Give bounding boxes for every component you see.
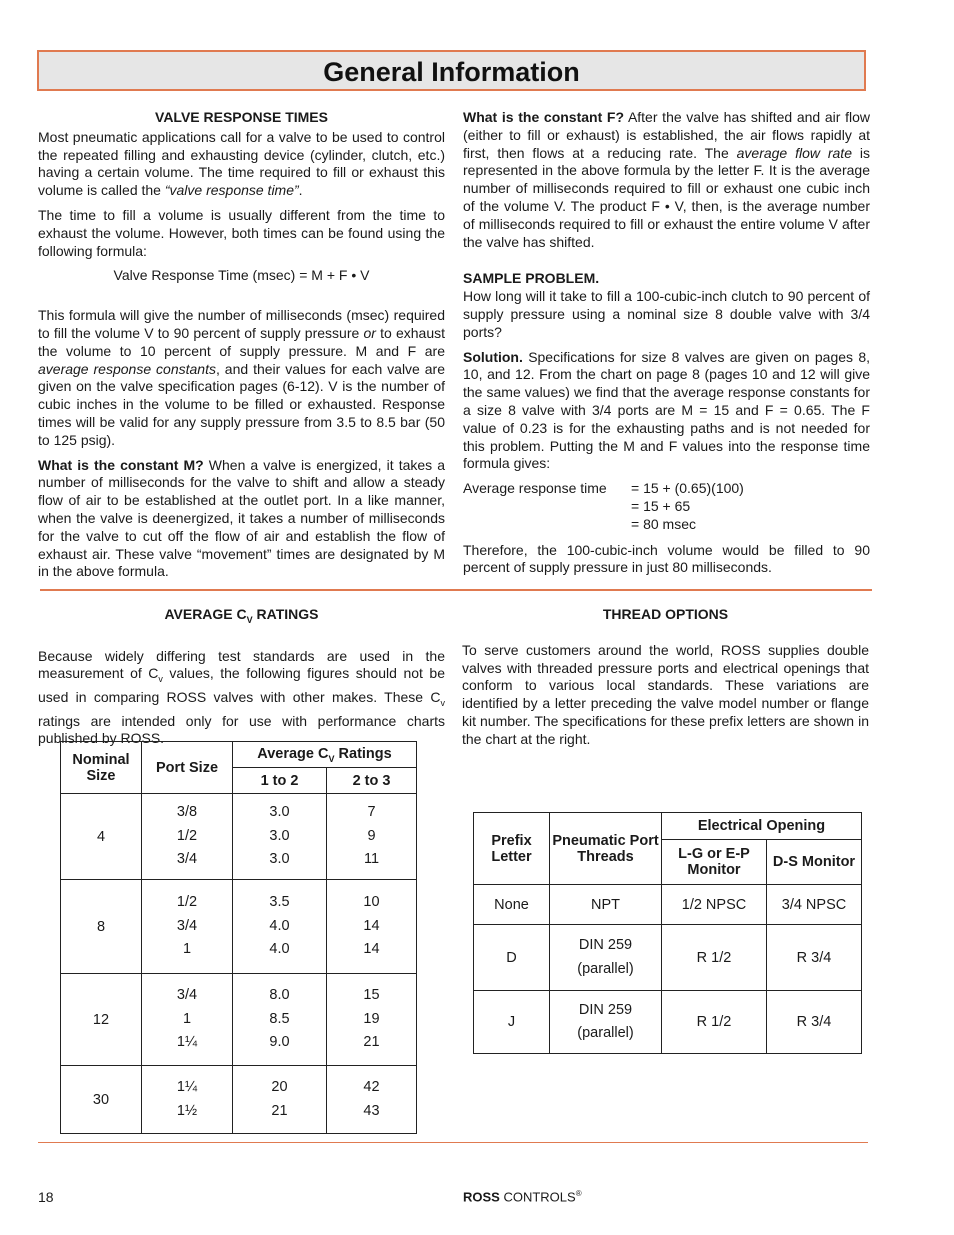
port-size-cell: 3/4 1 1¼ (142, 974, 233, 1066)
pneumatic-cell: NPT (550, 885, 662, 925)
nominal-size-cell: 30 (61, 1066, 142, 1134)
page-title: General Information (323, 57, 580, 87)
valve-response-section (38, 109, 445, 588)
calc-line-3: = 80 msec (631, 515, 696, 532)
prefix-cell: None (474, 885, 550, 925)
cv-ratings-table (60, 741, 417, 1134)
nominal-size-cell: 12 (61, 974, 142, 1066)
table-row (474, 925, 862, 991)
thread-options-paragraph: To serve customers around the world, ROSS supplies double valves with threaded pressure ports and electrical openings that conform to various local standards. These variations are identified by a letter preceding the valve model number or flange kit number. The specifications for these prefix letters are shown in the chart at the right. (462, 641, 869, 747)
prefix-cell: D (474, 925, 550, 991)
ds-cell: 3/4 NPSC (767, 885, 862, 925)
cv-heading: AVERAGE $C_V$ RATINGS (164, 606, 319, 625)
table-row (61, 880, 417, 974)
lg-cell: 1/2 NPSC (662, 885, 767, 925)
calc-line-2: = 15 + 65 (631, 497, 691, 514)
prefix-cell: J (474, 991, 550, 1054)
section-divider (40, 589, 872, 591)
lg-cell: R 1/2 (662, 991, 767, 1054)
sample-problem-heading: SAMPLE PROBLEM. (463, 270, 600, 287)
cv-paragraph: Because widely differing test standards are used in the measurement of $C_v$ values, the following figures should not be used in comparing ROSS valves with other makes. These $C_v$ ratings are intended only for use with performance charts published by ROSS. (38, 647, 445, 747)
header-prefix-letter: Prefix Letter (474, 813, 550, 885)
cv-1to2-cell: 3.0 3.0 3.0 (233, 794, 327, 880)
header-pneumatic-threads: Pneumatic Port Threads (550, 813, 662, 885)
table-row (61, 1066, 417, 1134)
pneumatic-cell: DIN 259 (parallel) (550, 925, 662, 991)
calculation-block (463, 480, 870, 533)
header-nominal-size: Nominal Size (61, 742, 142, 794)
thread-options-heading: THREAD OPTIONS (602, 606, 729, 622)
calc-line-1: = 15 + (0.65)(100) (631, 480, 744, 497)
solution-paragraph: Solution. Specifications for size 8 valves are given on pages 8, 10, and 12. From the chart on page 8 (pages 10 and 12 will give the same values) we find that the average response constants for a size 8 valve with 3/4 ports are M = 15 and F = 0.65. The F value of 0.23 is for the exhausting paths and is not needed for this problem. Putting the M and F values into the response time formula gives: (463, 348, 871, 472)
pneumatic-cell: DIN 259 (parallel) (550, 991, 662, 1054)
thread-options-table (473, 812, 862, 1054)
cv-1to2-cell: 8.0 8.5 9.0 (233, 974, 327, 1066)
sample-problem-text: How long will it take to fill a 100-cubic-inch clutch to 90 percent of supply pressure using a nominal size 8 double valve with 3/4 ports? (463, 288, 870, 340)
footer-divider (38, 1142, 868, 1143)
nominal-size-cell: 4 (61, 794, 142, 880)
header-1-to-2: 1 to 2 (233, 768, 327, 794)
lg-cell: R 1/2 (662, 925, 767, 991)
constant-m-paragraph: What is the constant M? When a valve is energized, it takes a number of milliseconds for the valve to shift and allow a steady flow of air to be established at the outlet port. In a like manner, when the valve is deenergized, it takes a number of milliseconds for the valve to cut off the flow of air and establish the flow of exhaust air. These valve “movement” times are designated by M in the above formula. (38, 456, 446, 580)
constant-f-paragraph: What is the constant F? After the valve has shifted and air flow (either to fill or exhaust) is established, the air flows rapidly at first, then flows at a reducing rate. The average flow rate is represented in the above formula by the letter F. It is the average number of milliseconds required to fill or exhaust one cubic inch of the volume V. The product F • V, then, is the average number of milliseconds required to fill or exhaust the entire volume V after the valve has shifted. (463, 109, 870, 250)
cv-1to2-cell: 20 21 (233, 1066, 327, 1134)
thread-options-section (462, 606, 869, 756)
cv-2to3-cell: 10 14 14 (327, 880, 417, 974)
header-2-to-3: 2 to 3 (327, 768, 417, 794)
ds-cell: R 3/4 (767, 925, 862, 991)
valve-response-p3: This formula will give the number of milliseconds (msec) required to fill the volume V to 90 percent of supply pressure or to exhaust the volume to 10 percent of supply pressure. M and F are average response constants, and their values for each valve are given on the valve specification pages (6-12). V is the number of cubic inches in the volume to be filled or exhausted. Response times will be valid for any supply pressure from 3.5 to 8.5 bar (50 to 125 psig). (38, 307, 446, 448)
ds-cell: R 3/4 (767, 991, 862, 1054)
port-size-cell: 1/2 3/4 1 (142, 880, 233, 974)
brand-footer: ROSS CONTROLS® (463, 1189, 582, 1205)
port-size-cell: 3/8 1/2 3/4 (142, 794, 233, 880)
header-port-size: Port Size (142, 742, 233, 794)
calc-label: Average response time (463, 480, 607, 497)
conclusion-paragraph: Therefore, the 100-cubic-inch volume would be filled to 90 percent of supply pressure in just 80 milliseconds. (463, 541, 870, 576)
constants-section (463, 109, 870, 584)
valve-response-p2: The time to fill a volume is usually different from the time to exhaust the volume. However, both times can be found using the following formula: (38, 206, 445, 259)
header-ds-monitor: D-S Monitor (767, 840, 862, 885)
page-number: 18 (38, 1189, 54, 1205)
cv-section (38, 606, 445, 755)
cv-2to3-cell: 7 9 11 (327, 794, 417, 880)
cv-2to3-cell: 15 19 21 (327, 974, 417, 1066)
cv-2to3-cell: 42 43 (327, 1066, 417, 1134)
header-average-cv: Average $C_V$ Ratings (233, 742, 417, 768)
header-electrical-opening: Electrical Opening (662, 813, 862, 840)
response-formula: Valve Response Time (msec) = M + F • V (113, 267, 370, 284)
table-row (61, 794, 417, 880)
nominal-size-cell: 8 (61, 880, 142, 974)
header-lg-monitor: L-G or E-P Monitor (662, 840, 767, 885)
valve-response-heading: VALVE RESPONSE TIMES (155, 109, 328, 125)
port-size-cell: 1¼ 1½ (142, 1066, 233, 1134)
table-row (474, 885, 862, 925)
valve-response-p1: Most pneumatic applications call for a valve to be used to control the repeated filling and exhausting device (cylinder, clutch, etc.) having a certain volume. The time required to fill or exhaust this volume is called the “valve response time”. (38, 128, 445, 199)
title-banner (37, 50, 866, 91)
table-row (61, 974, 417, 1066)
cv-1to2-cell: 3.5 4.0 4.0 (233, 880, 327, 974)
table-row (474, 991, 862, 1054)
